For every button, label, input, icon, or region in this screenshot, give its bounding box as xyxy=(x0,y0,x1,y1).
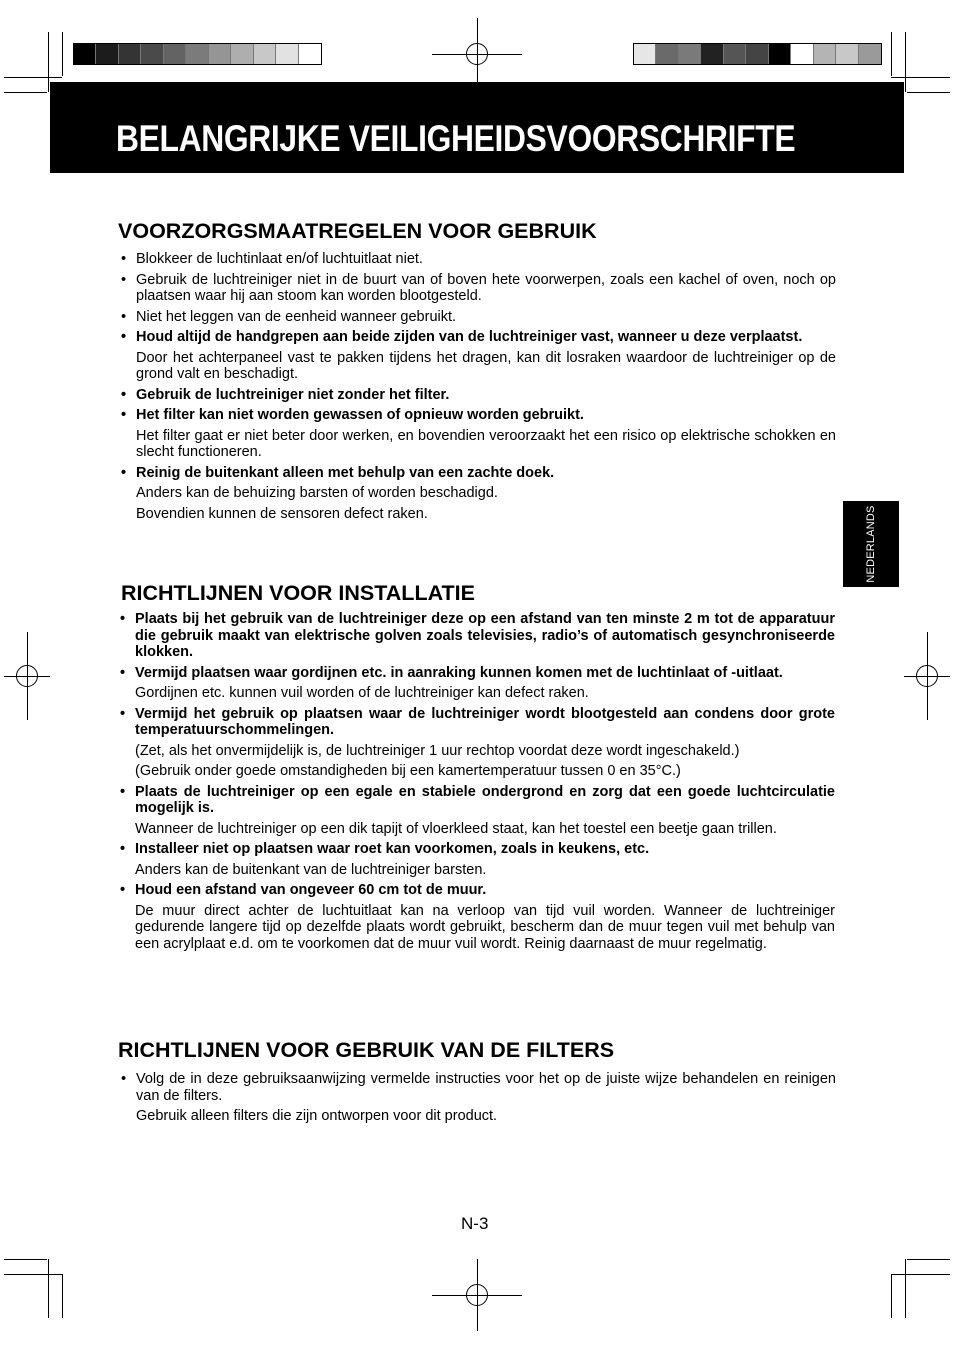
bullet: • xyxy=(121,308,127,325)
bullet: • xyxy=(120,611,126,627)
section-heading-installation: RICHTLIJNEN VOOR INSTALLATIE xyxy=(121,581,475,605)
list-note: Gebruik alleen filters die zijn ontworpen voor dit product. xyxy=(136,1108,498,1124)
language-tab xyxy=(843,501,899,587)
list-note: Bovendien kunnen de sensoren defect raken. xyxy=(136,505,428,522)
color-swatch xyxy=(276,44,298,64)
color-swatch xyxy=(701,44,723,64)
list-item: • Houd altijd de handgrepen aan beide zijden van de luchtreiniger vast, wanneer u deze verplaatst. xyxy=(121,329,803,345)
bullet: • xyxy=(121,329,127,345)
bullet: • xyxy=(121,464,127,481)
list-item: • Reinig de buitenkant alleen met behulp van een zachte doek. xyxy=(121,464,555,481)
list-note: Wanneer de luchtreiniger op een dik tapijt of vloerkleed staat, kan het toestel een beetje gaan trillen. xyxy=(135,820,777,837)
color-swatch xyxy=(299,44,321,64)
list-note: (Zet, als het onvermijdelijk is, de luchtreiniger 1 uur rechtop voordat deze wordt ingeschakeld.) xyxy=(135,742,740,759)
color-swatch xyxy=(74,44,96,64)
list-item: • Volg de in deze gebruiksaanwijzing vermelde instructies voor het op de juiste wijze behandelen en reinigen van de filters. xyxy=(121,1071,836,1104)
list-note: Door het achterpaneel vast te pakken tijdens het dragen, kan dit losraken waardoor de luchtreiniger op de grond valt en beschadigt. xyxy=(136,349,836,382)
bullet: • xyxy=(121,251,127,267)
color-swatch xyxy=(96,44,118,64)
color-swatch xyxy=(679,44,701,64)
color-swatch xyxy=(209,44,231,64)
color-swatch xyxy=(859,44,881,64)
list-item: • Houd een afstand van ongeveer 60 cm tot de muur. xyxy=(120,882,487,898)
list-item: • Plaats bij het gebruik van de luchtreiniger deze op een afstand van ten minste 2 m tot de apparatuur die gebruik maakt van elektrische golven zoals televisies, radio’s of automatisch gesynchroniseerde klokken. xyxy=(120,611,835,660)
color-swatch xyxy=(231,44,253,64)
bullet: • xyxy=(121,386,127,403)
color-swatch xyxy=(724,44,746,64)
color-swatch xyxy=(164,44,186,64)
list-note: De muur direct achter de luchtuitlaat kan na verloop van tijd vuil worden. Wanneer de luchtreiniger gedurende langere tijd op dezelfde plaats wordt gebruikt, bescherm dan de muur tegen vuil met behulp van een acrylplaat e.d. om te voorkomen dat de muur vuil wordt. Reinig daarnaast de muur regelmatig. xyxy=(135,902,835,952)
list-item: • Niet het leggen van de eenheid wanneer gebruikt. xyxy=(121,308,457,325)
color-swatch xyxy=(656,44,678,64)
bullet: • xyxy=(120,841,126,857)
bullet: • xyxy=(120,783,126,800)
color-swatch xyxy=(119,44,141,64)
bullet: • xyxy=(120,882,126,898)
color-swatch xyxy=(634,44,656,64)
bullet: • xyxy=(120,705,126,722)
color-swatch xyxy=(254,44,276,64)
list-item: • Gebruik de luchtreiniger niet in de buurt van of boven hete voorwerpen, zoals een kachel of oven, noch op plaatsen waar hij aan stoom kan worden blootgesteld. xyxy=(121,271,836,304)
language-tab-label: NEDERLANDS xyxy=(865,505,877,583)
list-note: Gordijnen etc. kunnen vuil worden of de luchtreiniger kan defect raken. xyxy=(135,685,589,701)
list-note: Het filter gaat er niet beter door werken, en bovendien veroorzaakt het een risico op elektrische schokken en slecht functioneren. xyxy=(136,427,836,460)
list-note: (Gebruik onder goede omstandigheden bij een kamertemperatuur tussen 0 en 35°C.) xyxy=(135,763,681,779)
list-item: • Installeer niet op plaatsen waar roet kan voorkomen, zoals in keukens, etc. xyxy=(120,841,650,857)
list-item: • Vermijd plaatsen waar gordijnen etc. in aanraking kunnen komen met de luchtinlaat of -uitlaat. xyxy=(120,664,783,681)
page-title: BELANGRIJKE VEILIGHEIDSVOORSCHRIFTE xyxy=(116,118,796,159)
list-item: • Blokkeer de luchtinlaat en/of luchtuitlaat niet. xyxy=(121,251,423,267)
bullet: • xyxy=(121,1071,127,1087)
section-heading-filters: RICHTLIJNEN VOOR GEBRUIK VAN DE FILTERS xyxy=(118,1038,615,1062)
list-item: • Gebruik de luchtreiniger niet zonder het filter. xyxy=(121,386,450,403)
color-swatch xyxy=(814,44,836,64)
list-note: Anders kan de behuizing barsten of worden beschadigd. xyxy=(136,485,498,501)
color-swatch xyxy=(186,44,208,64)
bullet: • xyxy=(120,664,126,681)
color-swatch xyxy=(769,44,791,64)
color-swatch xyxy=(791,44,813,64)
section-installation xyxy=(117,611,835,952)
title-band xyxy=(50,82,904,173)
list-note: Anders kan de buitenkant van de luchtreiniger barsten. xyxy=(135,861,487,878)
section-filters xyxy=(118,1071,836,1125)
color-bar-right xyxy=(633,43,882,65)
color-swatch xyxy=(836,44,858,64)
list-item: • Het filter kan niet worden gewassen of opnieuw worden gebruikt. xyxy=(121,407,584,423)
list-item: • Vermijd het gebruik op plaatsen waar de luchtreiniger wordt blootgesteld aan condens door grote temperatuurschommelingen. xyxy=(120,705,835,738)
color-swatch xyxy=(141,44,163,64)
page-number: N-3 xyxy=(461,1214,489,1233)
bullet: • xyxy=(121,407,127,423)
color-swatch xyxy=(746,44,768,64)
list-item: • Plaats de luchtreiniger op een egale en stabiele ondergrond en zorg dat een goede luchtcirculatie mogelijk is. xyxy=(120,783,835,816)
section-precautions xyxy=(118,251,836,522)
color-bar-left xyxy=(73,43,322,65)
bullet: • xyxy=(121,271,127,288)
section-heading-precautions: VOORZORGSMAATREGELEN VOOR GEBRUIK xyxy=(118,219,597,243)
